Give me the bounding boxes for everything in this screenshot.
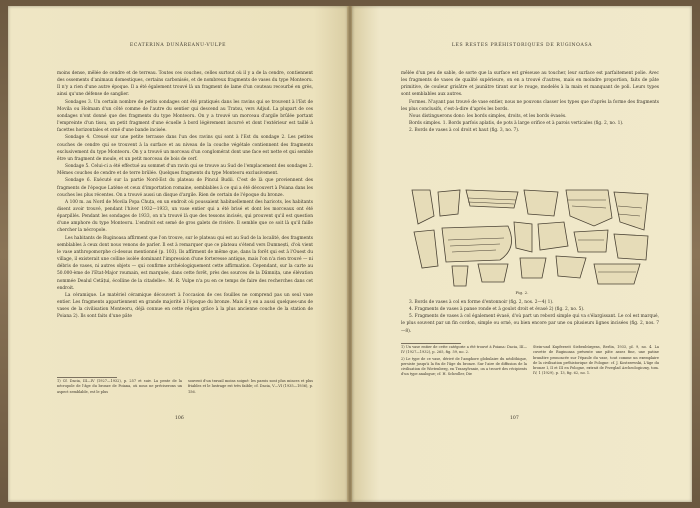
sherd-drawing <box>478 264 508 282</box>
figure-caption: Fig. 2. <box>515 290 529 295</box>
left-body-text <box>57 70 313 320</box>
sherd-drawing <box>594 264 640 284</box>
sherd-drawing <box>414 230 438 268</box>
sherd-drawing <box>574 230 608 252</box>
footnote-column <box>533 345 659 379</box>
right-page <box>352 6 692 502</box>
sherd-drawing <box>520 258 546 278</box>
right-page-number: 107 <box>510 416 519 421</box>
paragraph: Sondage 6. Exécuté sur la partie Nord-Est du plateau de Pincul Budii. C'est de là que proviennent des fragments de l'époque Latène et ceux d'importation romaine, semblables à ce qui a été découvert à Poiana dans les couches les plus récentes. On a trouvé aussi un disque d'argile. Rien de certain de l'époque du bronze. <box>57 178 313 198</box>
pottery-fragments-figure <box>408 186 652 288</box>
footnote: Stein-und Kupferzeit Siebenbürgens, Berlin, 1933, pl. 9, no. 4. La cuvette de Ruginoasa présente une pâte assez fine, une patine brunâtre prononcée sur l'épaule du vase, tout comme un exemplaire de la civilisation préhistorique de Pologne: cf. J. Kostrzewski, L'âge du bronze I, II et III en Pologne, extrait de Przeglad Archeologiczny, tom. IV, 1 (1929), p. 13, fig. 62, no. 1. <box>533 345 659 376</box>
left-page <box>8 6 348 502</box>
right-body-text-top <box>401 70 659 134</box>
sherd-drawing <box>442 226 512 262</box>
paragraph: moins dense, mêlée de cendre et de terreau. Toutes ces couches, celles surtout où il y a de la cendre, contiennent des ossements d'animaux domestiques, certains carbonisés, et de nombreux fragments de vases du type Monteoru. Il n'y a rien d'une autre époque. Il a été également trouvé là un fragment de lame d'un couteau recourbé en grès, ainsi qu'une défense de sanglier. <box>57 71 313 98</box>
right-body-text-mid <box>401 299 659 335</box>
footnote-column <box>401 345 527 379</box>
sherd-drawing <box>438 190 460 216</box>
left-page-number: 106 <box>175 416 184 421</box>
paragraph: La céramique. Le matériel céramique découvert à l'occasion de ces fouilles ne comprend pas un seul vase entier. Les fragments appartiennent en grande majorité à l'époque du bronze. Mais il y en a aussi quelques-uns de vases de la civilisation Monteoru, déjà connue en cette région grâce à la plus ancienne couche de la station de Poiana 2). Ils sont faits d'une pâte <box>57 292 313 320</box>
paragraph: A 100 m. au Nord de Movila Popa Chuța, en un endroit où poussaient habituellement des haricots, les habitants disent avoir trouvé, pendant l'hiver 1932—1933, un vase entier qui a été brisé et dont les morceaux ont été éparpillés. Pendant les sondages de 1933, on n'a trouvé là que des tessons incisés, qui prouvent qu'il est question d'une amphore du type Monteoru. L'endroit est semé de gros galets de rivière. Il semble que ce soit là qu'il faille chercher la nécropole. <box>57 199 313 234</box>
paragraph: 2. Bords de vases à col droit et haut (fig. 3, no. 7). <box>409 128 520 134</box>
paragraph: 4. Fragments de vases à panse ronde et à goulot droit et évasé 2) (fig. 2, no. 5). <box>409 307 585 313</box>
sherd-drawing <box>538 222 568 250</box>
footnote: souvent d'un travail moins soigné: les parois sont plus minces et plus friables et le lustrage est très faible; cf. Dacia, V—VI (1935—1936), p. 156. <box>188 379 313 394</box>
sherd-drawing <box>412 190 434 224</box>
pottery-sherd-drawings <box>408 186 652 288</box>
paragraph: 3. Bords de vases à col en forme d'entonnoir (fig. 2, nos. 2—4) 1). <box>409 300 554 305</box>
paragraph: Formes. N'ayant pas trouvé de vase entier, nous ne pouvons classer les types que d'après la forme des fragments les plus conclusifs, c'est-à-dire d'après les bords. <box>401 99 659 112</box>
paragraph: Les habitants de Ruginoasa affirment que l'on trouve, sur le plateau qui est au Sud de la localité, des fragments semblables à ceux dont nous venons de parler. Il est à remarquer que ce plateau s'étend vers Dumnești, d'où vient le vase anthropomorphe ci-dessus mentionné (p. 103). Ils affirment de même que, dans la forêt qui est à l'Ouest du village, il existerait une colline isolée dominant l'impression d'une forteresse antique, mais l'on n'a rien trouvé — ni débris de vases, ni autres objets — qui confirme archéologiquement cette affirmation. Cependant, sur la carte au 50.000-ème de l'Etat-Major roumain, est marquée, dans cette forêt, près des sources de la Dămnița, une élévation nommée Dealul Cetățui, écolline de la citadelle». M. R. Vulpe n'a pu en ce temps de faire des recherches dans cet endroit. <box>57 235 313 291</box>
paragraph: Nous distinguerons donc: les bords simples, droits, et les bords évasés. <box>409 113 567 119</box>
sherd-drawing <box>452 266 468 286</box>
footnote-column <box>57 379 182 396</box>
paragraph: Sondages 3. Un certain nombre de petits sondages ont été pratiqués dans les ravins qui se trouvent à l'Est de Movila ou Holmam d'un côté comme de l'autre du sentier qui descend au Tratsu, vers Adjud. La plupart de ces sondages n'ont donné que des fragments du type Monteoru. On y a trouvé un morceau d'argile brûlée portant l'empreinte d'un tissu, un petit fragment d'une écuelle à bord légèrement incurvé et dont l'extérieur est taillé à facettes horizontales et orné d'une bande incisée. <box>57 99 313 134</box>
sherd-drawing <box>556 256 586 278</box>
footnote: 1) Un vase entier de cette catégorie a été trouvé à Poiana: Dacia, III—IV (1927—1932), p. 265, fig. 59, no. 2. <box>401 345 527 355</box>
left-footnotes <box>57 379 313 396</box>
footnote-rule <box>57 377 117 378</box>
sherd-drawing <box>614 234 648 260</box>
sherd-drawing <box>614 192 648 230</box>
right-running-head: LES RESTES PRÉHISTORIQUES DE RUGINOASA <box>451 43 593 48</box>
footnote: 2) Le type de ce vase, dérivé de l'amphore globulaire du néolithique, persiste jusqu'à la fin de l'âge du bronze. Sur l'aire de diffusion de la civilisation de Wietenberg, en Transylvanie, on a trouvé des récipients d'un type analogue; cf. H. Schroller, Die <box>401 356 527 377</box>
paragraph: Sondage 4. Creusé sur une petite terrasse dans l'un des ravins qui sont à l'Est du sondage 2. Les petites couches de cendre qui se trouvent à la surface et au niveau de la couche végétale contiennent des fragments exclusivement du type Monteoru. On y a trouvé un morceau d'un conglomérat dont une face est nette et qui semble être un fragment de moule, et un petit morceau de bois de cerf. <box>57 135 313 162</box>
paragraph: mêlée d'un peu de sable, de sorte que la surface est gréseuse au toucher, leur surface est parfaitement polie. Avec les fragments de vases de qualité supérieure, on en a trouvé d'autres, mais en moindre proportion, faits de pâte primitive, de couleur grisâtre et jaunâtre tirant sur le rouge, modelés à la main et manquant de poli. Leurs types sont semblables aux autres. <box>401 71 659 98</box>
footnote-rule <box>401 343 461 344</box>
paragraph: 5. Fragments de vases à col également évasé, d'où part un rebord simple qui va s'élargissant. Le col est marqué, le plus souvent par un fin cordon, simple ou orné, ou bien encore par une ou plusieurs lignes incisées (fig. 2, nos. 7—8). <box>401 314 659 334</box>
paragraph: Bords simples. 1. Bords parfois aplatis, de pots à large orifice et à parois verticales (fig. 2, no. 1). <box>409 121 624 127</box>
paragraph: Sondage 5. Celui-ci a été effectué au sommet d'un ravin qui se trouve au Sud de l'emplacement des sondages 2. Mêmes couches de cendre et de terre brûlée. Quelques fragments du type Monteoru exclusivement. <box>57 164 313 177</box>
right-footnotes <box>401 345 659 379</box>
sherd-drawing <box>514 222 532 252</box>
sherd-drawing <box>524 190 558 216</box>
left-running-head: ECATERINA DUNĂREANU-VULPE <box>129 43 227 48</box>
footnote-column <box>188 379 313 396</box>
footnote: 1) Cf. Dacia, III—IV (1927—1932), p. 257 et suiv. La pente de la nécropole de l'âge du bronze de Poiana, où nous ne préciserons un aspect semblable, est le plus <box>57 379 182 394</box>
